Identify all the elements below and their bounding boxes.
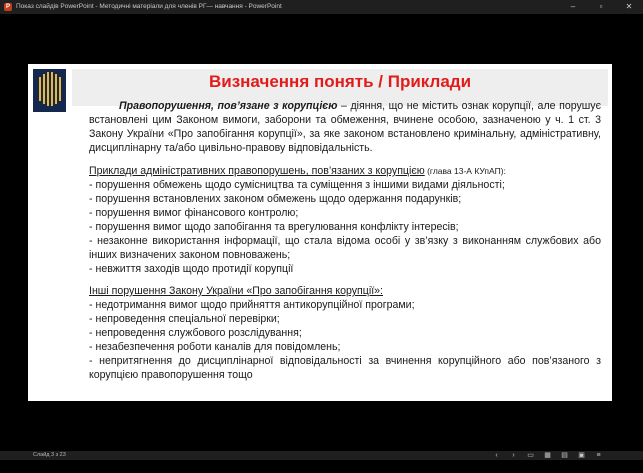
- other-violation-item: - недотримання вимог щодо прийняття антикорупційної програми;: [89, 299, 415, 311]
- admin-example-item: - порушення обмежень щодо сумісництва та суміщення з іншими видами діяльності;: [89, 179, 505, 191]
- admin-example-item: - незаконне використання інформації, що стала відома особі у зв’язку з виконанням службових або інших визначених законом повноважень;: [89, 235, 601, 261]
- status-controls: [492, 451, 603, 460]
- presenter-view-icon[interactable]: ▣: [578, 452, 585, 459]
- next-slide-icon[interactable]: ›: [512, 452, 515, 459]
- window-titlebar: [0, 0, 643, 14]
- admin-example-item: - порушення вимог фінансового контролю;: [89, 207, 299, 219]
- admin-example-item: - невжиття заходів щодо протидії корупції: [89, 263, 294, 275]
- admin-examples-heading: [89, 164, 601, 178]
- other-violations-heading: Інші порушення Закону України «Про запобігання корупції»:: [89, 285, 383, 297]
- status-bar: [0, 451, 643, 460]
- slide-title: Визначення понять / Приклади: [208, 72, 472, 91]
- powerpoint-app-icon: P: [5, 4, 10, 10]
- menu-icon[interactable]: ≡: [596, 452, 601, 459]
- admin-example-item: - порушення вимог щодо запобігання та врегулювання конфлікту інтересів;: [89, 221, 459, 233]
- slide[interactable]: [28, 64, 612, 401]
- close-icon[interactable]: ✕: [625, 2, 633, 11]
- slide-body: [89, 99, 601, 382]
- other-violation-item: - незабезпечення роботи каналів для повідомлень;: [89, 341, 341, 353]
- window-title: Показ слайдів PowerPoint - Методичні матеріали для членів РГ— навчання - PowerPoint: [16, 3, 282, 10]
- slide-sorter-icon[interactable]: ▦: [544, 452, 551, 459]
- admin-examples-heading-note: (глава 13-А КУпАП):: [424, 166, 506, 176]
- other-violation-item: - непроведення службового розслідування;: [89, 327, 302, 339]
- admin-example-item: - порушення встановлених законом обмежень щодо одержання подарунків;: [89, 193, 462, 205]
- minimize-icon[interactable]: –: [570, 2, 576, 11]
- normal-view-icon[interactable]: ▭: [527, 452, 534, 459]
- restore-icon[interactable]: ▫: [599, 2, 603, 11]
- slide-counter: Слайд 3 з 23: [33, 452, 66, 458]
- reading-view-icon[interactable]: ▤: [561, 452, 568, 459]
- definition-term: Правопорушення, пов’язане з корупцією: [119, 100, 338, 112]
- definition-paragraph: [89, 99, 601, 155]
- other-violation-item: - непритягнення до дисциплінарної відповідальності за вчинення корупційного або пов’язаного з корупцією правопорушення тощо: [89, 355, 601, 381]
- prev-slide-icon[interactable]: ‹: [495, 452, 498, 459]
- definition-text: – діяння, що не містить ознак корупції, але порушує встановлені цим Законом вимоги, заборони та обмеження, вчинене особою, зазначеною у ч. 1 ст. 3 Закону України «Про запобігання корупції», за яке законом встановлено кримінальну, адміністративну, дисциплінарну та/або цивільно-правову відповідальність.: [89, 100, 601, 154]
- logo-emblem-icon: [33, 69, 66, 112]
- window-controls: [559, 0, 643, 14]
- logo: [33, 69, 66, 112]
- admin-examples-heading-text: Приклади адміністративних правопорушень, пов’язаних з корупцією: [89, 165, 425, 177]
- other-violation-item: - непроведення спеціальної перевірки;: [89, 313, 280, 325]
